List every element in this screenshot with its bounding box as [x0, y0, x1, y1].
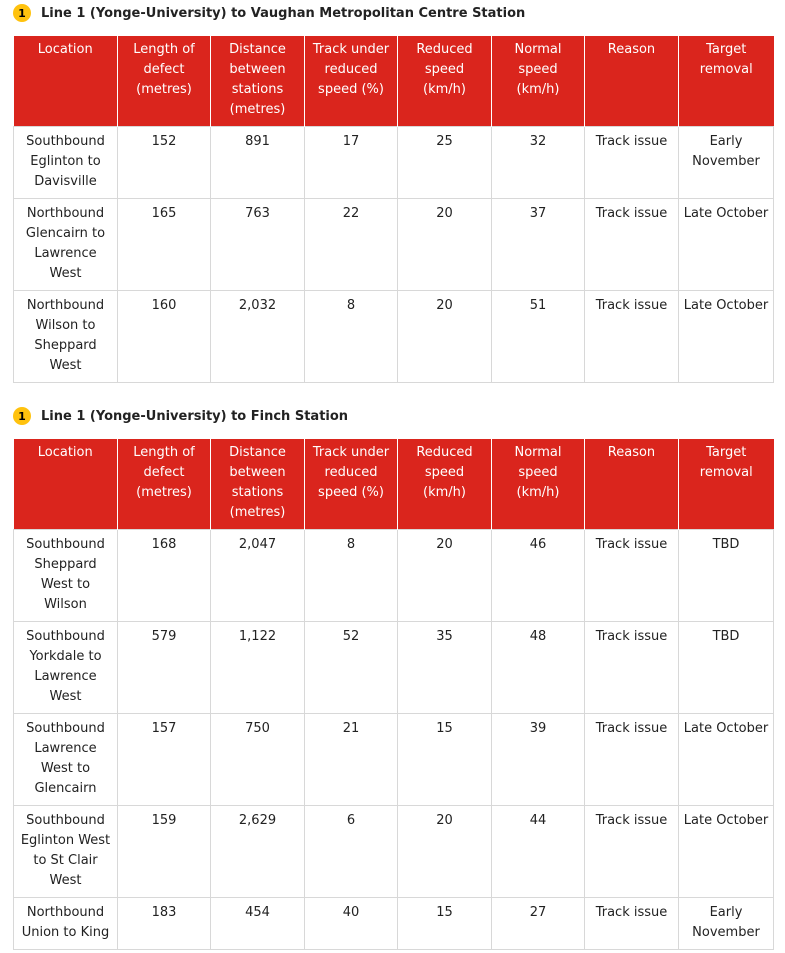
table-row	[14, 622, 774, 714]
cell-location: Southbound Eglinton West to St Clair West	[14, 806, 118, 898]
section-title: Line 1 (Yonge-University) to Vaughan Metropolitan Centre Station	[41, 5, 526, 21]
cell-distance: 2,047	[211, 530, 305, 622]
cell-location: Southbound Yorkdale to Lawrence West	[14, 622, 118, 714]
section-heading-vaughan	[13, 1, 525, 25]
cell-length: 165	[118, 199, 211, 291]
cell-location: Southbound Sheppard West to Wilson	[14, 530, 118, 622]
table-row	[14, 806, 774, 898]
cell-length: 183	[118, 898, 211, 950]
cell-reduced-speed: 15	[398, 898, 492, 950]
col-header-track-percent: Track under reduced speed (%)	[305, 36, 398, 127]
col-header-location: Location	[14, 439, 118, 530]
cell-distance: 2,629	[211, 806, 305, 898]
line-1-badge-icon: 1	[13, 4, 31, 22]
cell-length: 160	[118, 291, 211, 383]
cell-distance: 891	[211, 127, 305, 199]
cell-length: 168	[118, 530, 211, 622]
cell-normal-speed: 44	[492, 806, 585, 898]
cell-location: Southbound Lawrence West to Glencairn	[14, 714, 118, 806]
cell-length: 157	[118, 714, 211, 806]
cell-track-percent: 21	[305, 714, 398, 806]
col-header-reduced-speed: Reduced speed (km/h)	[398, 36, 492, 127]
col-header-length: Length of defect (metres)	[118, 36, 211, 127]
cell-normal-speed: 48	[492, 622, 585, 714]
cell-distance: 1,122	[211, 622, 305, 714]
cell-target-removal: TBD	[679, 530, 774, 622]
col-header-normal-speed: Normal speed (km/h)	[492, 439, 585, 530]
table-row	[14, 291, 774, 383]
cell-reason: Track issue	[585, 806, 679, 898]
cell-track-percent: 17	[305, 127, 398, 199]
cell-length: 152	[118, 127, 211, 199]
cell-length: 159	[118, 806, 211, 898]
cell-reduced-speed: 20	[398, 199, 492, 291]
cell-normal-speed: 37	[492, 199, 585, 291]
cell-distance: 2,032	[211, 291, 305, 383]
cell-reason: Track issue	[585, 898, 679, 950]
cell-target-removal: Early November	[679, 127, 774, 199]
table-row	[14, 199, 774, 291]
slow-zone-table-vaughan	[13, 36, 774, 383]
cell-target-removal: TBD	[679, 622, 774, 714]
col-header-target-removal: Target removal	[679, 36, 774, 127]
cell-reduced-speed: 25	[398, 127, 492, 199]
cell-normal-speed: 39	[492, 714, 585, 806]
cell-normal-speed: 51	[492, 291, 585, 383]
cell-reduced-speed: 20	[398, 530, 492, 622]
cell-track-percent: 8	[305, 291, 398, 383]
cell-reason: Track issue	[585, 291, 679, 383]
col-header-reduced-speed: Reduced speed (km/h)	[398, 439, 492, 530]
section-heading-finch	[13, 404, 348, 428]
cell-distance: 763	[211, 199, 305, 291]
col-header-target-removal: Target removal	[679, 439, 774, 530]
cell-reason: Track issue	[585, 530, 679, 622]
cell-reduced-speed: 35	[398, 622, 492, 714]
cell-location: Northbound Glencairn to Lawrence West	[14, 199, 118, 291]
table-header-row	[14, 439, 774, 530]
table-row	[14, 530, 774, 622]
cell-reason: Track issue	[585, 714, 679, 806]
cell-track-percent: 6	[305, 806, 398, 898]
col-header-location: Location	[14, 36, 118, 127]
cell-normal-speed: 46	[492, 530, 585, 622]
cell-target-removal: Early November	[679, 898, 774, 950]
cell-length: 579	[118, 622, 211, 714]
table-header-row	[14, 36, 774, 127]
cell-track-percent: 40	[305, 898, 398, 950]
cell-reason: Track issue	[585, 622, 679, 714]
cell-normal-speed: 32	[492, 127, 585, 199]
cell-normal-speed: 27	[492, 898, 585, 950]
cell-location: Southbound Eglinton to Davisville	[14, 127, 118, 199]
col-header-distance: Distance between stations (metres)	[211, 439, 305, 530]
col-header-reason: Reason	[585, 439, 679, 530]
cell-reduced-speed: 20	[398, 806, 492, 898]
cell-target-removal: Late October	[679, 199, 774, 291]
col-header-track-percent: Track under reduced speed (%)	[305, 439, 398, 530]
col-header-length: Length of defect (metres)	[118, 439, 211, 530]
cell-target-removal: Late October	[679, 714, 774, 806]
cell-track-percent: 52	[305, 622, 398, 714]
table-row	[14, 714, 774, 806]
cell-track-percent: 22	[305, 199, 398, 291]
table-row	[14, 127, 774, 199]
cell-target-removal: Late October	[679, 291, 774, 383]
cell-location: Northbound Wilson to Sheppard West	[14, 291, 118, 383]
line-1-badge-icon: 1	[13, 407, 31, 425]
cell-distance: 454	[211, 898, 305, 950]
cell-distance: 750	[211, 714, 305, 806]
cell-reason: Track issue	[585, 199, 679, 291]
cell-reason: Track issue	[585, 127, 679, 199]
col-header-normal-speed: Normal speed (km/h)	[492, 36, 585, 127]
col-header-distance: Distance between stations (metres)	[211, 36, 305, 127]
cell-reduced-speed: 15	[398, 714, 492, 806]
col-header-reason: Reason	[585, 36, 679, 127]
cell-reduced-speed: 20	[398, 291, 492, 383]
cell-track-percent: 8	[305, 530, 398, 622]
cell-location: Northbound Union to King	[14, 898, 118, 950]
table-row	[14, 898, 774, 950]
section-title: Line 1 (Yonge-University) to Finch Station	[41, 408, 349, 424]
cell-target-removal: Late October	[679, 806, 774, 898]
slow-zone-table-finch	[13, 439, 774, 950]
